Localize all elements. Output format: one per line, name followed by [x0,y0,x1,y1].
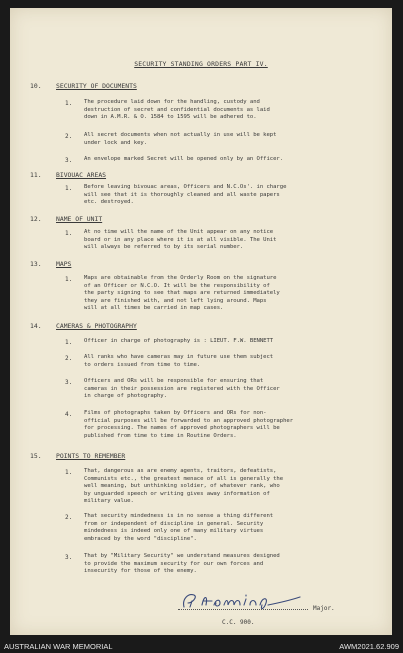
item-number: 1. [65,185,73,192]
item-number: 1. [65,469,73,476]
section-number: 11. [30,171,42,179]
item-number: 3. [65,379,73,386]
item-text: An envelope marked Secret will be opened only by an Officer. [84,156,284,162]
section-heading: BIVOUAC AREAS [56,171,107,179]
item-number: 1. [65,339,73,346]
item-text: At no time will the name of the Unit appear on any notice board or in any place where it is at all visible. The Unit will always be referred to by its serial number. [84,229,277,251]
document-page [10,8,392,635]
item-text: That by "Military Security" we understand measures designed to provide the maximum security for our own forces and insecurity for those of the enemy. [84,553,280,575]
item-text: Before leaving bivouac areas, Officers and N.C.Os'. in charge will see that it is thoroughly cleaned and all waste papers etc. destroyed. [84,184,287,206]
item-text: All ranks who have cameras may in future use them subject to orders issued from time to time. [84,354,274,368]
item-text: Officers and ORs will be responsible for ensuring that cameras in their possession are registered with the Officer in charge of photography. [84,378,280,400]
item-number: 1. [65,276,73,283]
item-text: That, dangerous as are enemy agents, traitors, defeatists, Communists etc., the greatest menace of all is generally the well meaning, but unthinking soldier, of whatever rank, who by unguarded speech or writing gives away information of military value. [84,468,284,505]
section-number: 15. [30,452,42,460]
item-number: 1. [65,100,73,107]
section-heading: NAME OF UNIT [56,215,103,223]
item-text: Maps are obtainable from the Orderly Room on the signature of an Officer or N.C.O. It will be the responsibility of the party signing to see that maps are returned immediately they are finished with, and not left lying around. Maps will at all times be carried in map cases. [84,275,280,312]
section-heading: CAMERAS & PHOTOGRAPHY [56,322,137,330]
item-number: 3. [65,554,73,561]
signature-line [178,609,308,610]
signature-block [178,593,348,628]
item-text: That security mindedness is in no sense a thing different from or independent of discipline in general. Security mindedness is indeed only one of many military virtues embraced by the word "discipline". [84,513,274,542]
item-number: 2. [65,133,73,140]
section-number: 13. [30,260,42,268]
item-number: 4. [65,411,73,418]
item-number: 1. [65,230,73,237]
archive-id: AWM2021.62.909 [339,642,399,651]
section-heading: MAPS [56,260,72,268]
document-title: SECURITY STANDING ORDERS PART IV. [134,60,268,68]
archive-footer [0,640,403,653]
item-text: The procedure laid down for the handling, custody and destruction of secret and confidential documents as laid down in A.M.R. & O. 1584 to 1595 will be adhered to. [84,99,270,121]
section-number: 10. [30,82,42,90]
item-number: 2. [65,355,73,362]
section-number: 14. [30,322,42,330]
section-number: 12. [30,215,42,223]
signature-title: C.C. 900. [222,619,255,626]
section-heading: POINTS TO REMEMBER [56,452,126,460]
item-number: 3. [65,157,73,164]
item-text: All secret documents when not actually in use will be kept under lock and key. [84,132,277,146]
signature-rank: Major. [313,605,335,612]
item-text: Films of photographs taken by Officers and ORs for non- official purposes will be forwarded to an approved photographer for processing. The names of approved photographers will be published from time to time in Routine Orders. [84,410,294,439]
section-heading: SECURITY OF DOCUMENTS [56,82,137,90]
archive-name: AUSTRALIAN WAR MEMORIAL [4,642,113,651]
item-text: Officer in charge of photography is : LIEUT. F.W. BENNETT [84,338,274,344]
item-number: 2. [65,514,73,521]
